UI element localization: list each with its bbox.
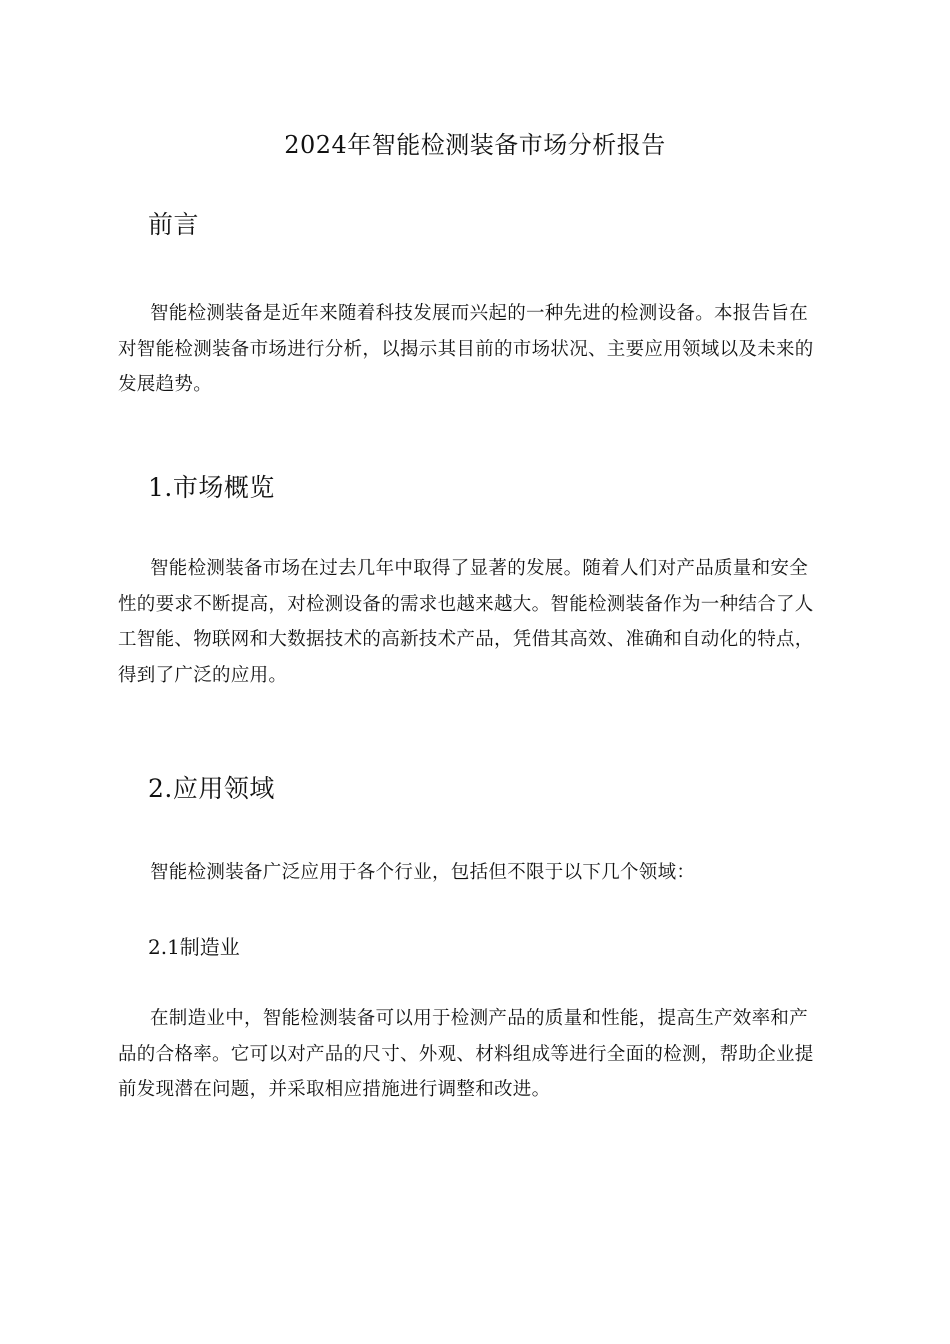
applications-intro bbox=[118, 855, 834, 891]
paragraph-line: 得到了广泛的应用。 bbox=[118, 664, 288, 686]
paragraph-line: 对智能检测装备市场进行分析，以揭示其目前的市场状况、主要应用领域以及未来的 bbox=[118, 338, 814, 360]
paragraph-line: 品的合格率。它可以对产品的尺寸、外观、材料组成等进行全面的检测，帮助企业提 bbox=[118, 1043, 814, 1065]
subsection-heading-manufacturing: 2.1制造业 bbox=[148, 935, 240, 959]
section-heading-applications: 2.应用领域 bbox=[148, 774, 275, 803]
paragraph-line: 智能检测装备广泛应用于各个行业，包括但不限于以下几个领域： bbox=[150, 862, 696, 883]
document-title: 2024年智能检测装备市场分析报告 bbox=[284, 131, 666, 159]
section-heading-preface: 前言 bbox=[148, 210, 200, 239]
section-heading-overview: 1.市场概览 bbox=[148, 473, 275, 502]
paragraph-line: 发展趋势。 bbox=[118, 374, 213, 395]
preface-paragraph bbox=[118, 296, 834, 403]
paragraph-line: 工智能、物联网和大数据技术的高新技术产品，凭借其高效、准确和自动化的特点， bbox=[118, 629, 814, 650]
paragraph-line: 在制造业中，智能检测装备可以用于检测产品的质量和性能，提高生产效率和产 bbox=[150, 1008, 809, 1029]
overview-paragraph bbox=[118, 551, 834, 693]
manufacturing-paragraph bbox=[118, 1001, 834, 1108]
paragraph-line: 前发现潜在问题，并采取相应措施进行调整和改进。 bbox=[118, 1079, 551, 1100]
paragraph-line: 性的要求不断提高，对检测设备的需求也越来越大。智能检测装备作为一种结合了人 bbox=[118, 593, 814, 615]
paragraph-line: 智能检测装备市场在过去几年中取得了显著的发展。随着人们对产品质量和安全 bbox=[150, 558, 809, 579]
paragraph-line: 智能检测装备是近年来随着科技发展而兴起的一种先进的检测设备。本报告旨在 bbox=[150, 303, 809, 324]
